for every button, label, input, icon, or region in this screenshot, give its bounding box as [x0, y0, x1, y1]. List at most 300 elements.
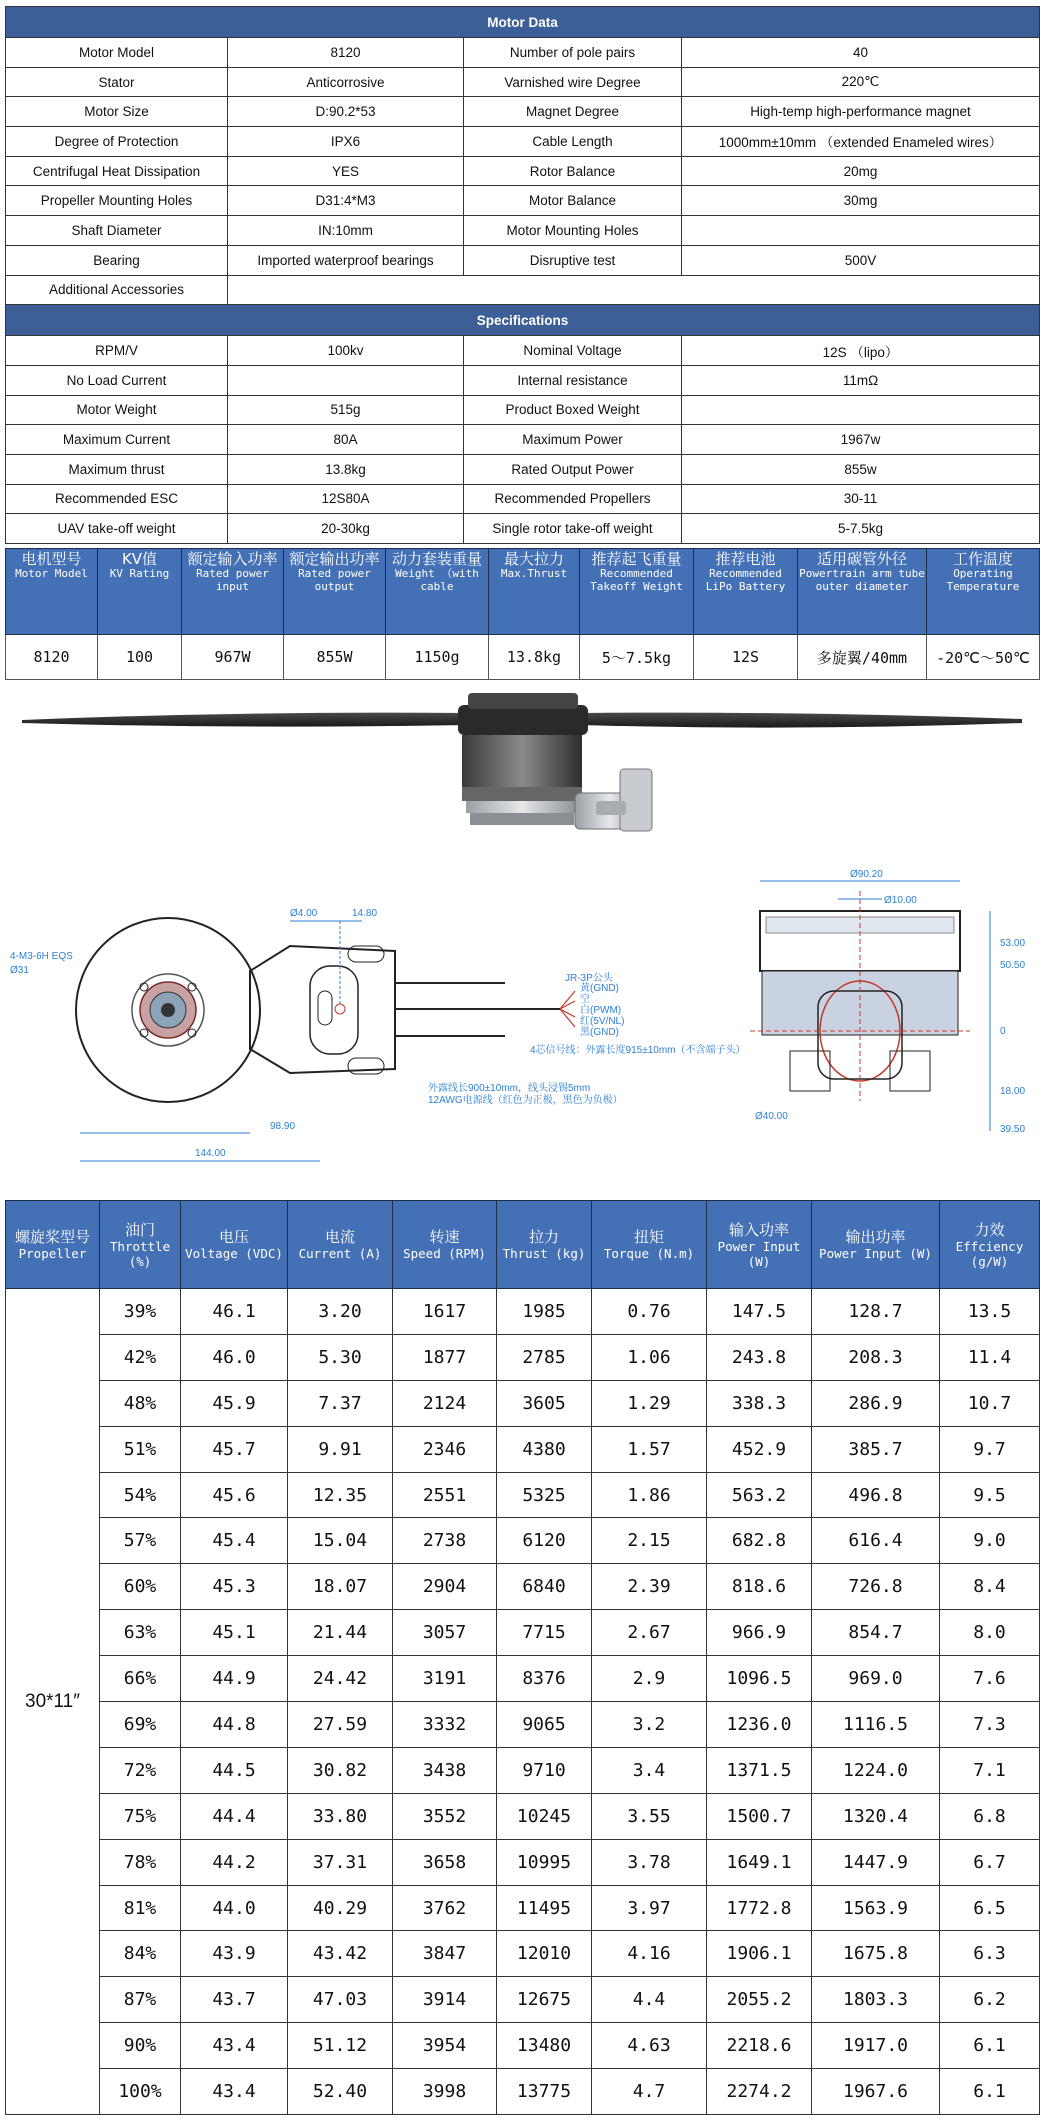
header-cn: 油门	[124, 1220, 155, 1239]
perf-cell: 43.7	[181, 1977, 288, 2023]
spec-value: 30-11	[682, 484, 1040, 514]
perf-cell: 1236.0	[707, 1702, 812, 1748]
total-length-label: 144.00	[195, 1148, 226, 1159]
header-cn: 转速	[429, 1228, 460, 1246]
spec-value: 5-7.5kg	[682, 514, 1040, 544]
spec-value	[228, 365, 464, 395]
perf-cell: 2904	[393, 1564, 497, 1610]
perf-cell: 726.8	[812, 1564, 940, 1610]
spec-label: Motor Model	[6, 38, 228, 68]
perf-cell: 3552	[393, 1793, 497, 1839]
perf-cell: 21.44	[288, 1610, 393, 1656]
perf-cell: 1967.6	[812, 2069, 940, 2115]
header-cn: 输出功率	[845, 1228, 906, 1246]
header-en: Powertrain arm tube outer diameter	[799, 567, 925, 593]
header-en: Operating Temperature	[946, 567, 1020, 593]
spec-value: 1000mm±10mm （extended Enameled wires）	[682, 127, 1040, 157]
spec-label: Maximum Current	[6, 425, 228, 455]
spec-value: 20-30kg	[228, 514, 464, 544]
perf-cell: 3332	[393, 1702, 497, 1748]
spec-row	[6, 97, 1040, 127]
summary-header	[284, 549, 386, 635]
perf-cell: 3.78	[592, 1839, 707, 1885]
spec-label: RPM/V	[6, 336, 228, 366]
summary-section	[5, 548, 1039, 680]
table-row	[6, 1426, 1040, 1472]
spec-value: D31:4*M3	[228, 186, 464, 216]
perf-cell: 11.4	[940, 1334, 1040, 1380]
perf-cell: 24.42	[288, 1656, 393, 1702]
perf-cell: 75%	[100, 1793, 181, 1839]
perf-cell: 1224.0	[812, 1747, 940, 1793]
summary-header	[6, 549, 98, 635]
perf-cell: 1906.1	[707, 1931, 812, 1977]
perf-cell: 243.8	[707, 1334, 812, 1380]
perf-cell: 40.29	[288, 1885, 393, 1931]
spec-label: UAV take-off weight	[6, 514, 228, 544]
spec-row	[6, 425, 1040, 455]
perf-cell: 37.31	[288, 1839, 393, 1885]
table-row	[6, 1289, 1040, 1335]
table-row	[6, 1931, 1040, 1977]
perf-cell: 2.67	[592, 1610, 707, 1656]
perf-cell: 1563.9	[812, 1885, 940, 1931]
perf-cell: 12010	[497, 1931, 592, 1977]
perf-cell: 44.8	[181, 1702, 288, 1748]
spec-value	[682, 216, 1040, 246]
perf-cell: 44.2	[181, 1839, 288, 1885]
specifications-title-row	[6, 305, 1040, 336]
perf-cell: 57%	[100, 1518, 181, 1564]
perf-cell: 9065	[497, 1702, 592, 1748]
perf-cell: 2551	[393, 1472, 497, 1518]
perf-cell: 13.5	[940, 1289, 1040, 1335]
spec-row	[6, 127, 1040, 157]
perf-cell: 1803.3	[812, 1977, 940, 2023]
perf-cell: 3847	[393, 1931, 497, 1977]
perf-cell: 69%	[100, 1702, 181, 1748]
perf-cell: 2055.2	[707, 1977, 812, 2023]
header-en: Motor Model	[15, 567, 88, 581]
table-row	[6, 1702, 1040, 1748]
perf-cell: 1675.8	[812, 1931, 940, 1977]
perf-header	[393, 1201, 497, 1289]
spec-row	[6, 454, 1040, 484]
summary-value: -20℃～50℃	[927, 635, 1040, 680]
perf-cell: 8376	[497, 1656, 592, 1702]
perf-cell: 3914	[393, 1977, 497, 2023]
perf-cell: 6840	[497, 1564, 592, 1610]
header-en: Current (A)	[298, 1246, 382, 1261]
table-row	[6, 1518, 1040, 1564]
body-dia-label: Ø90.20	[850, 869, 883, 880]
perf-cell: 10.7	[940, 1380, 1040, 1426]
spec-label: Shaft Diameter	[6, 216, 228, 246]
perf-cell: 6.7	[940, 1839, 1040, 1885]
header-en: Throttle (%)	[109, 1238, 171, 1269]
spec-row	[6, 67, 1040, 97]
perf-cell: 66%	[100, 1656, 181, 1702]
summary-header	[694, 549, 798, 635]
header-en: Rated power output	[298, 567, 371, 593]
table-row	[6, 2069, 1040, 2115]
perf-cell: 47.03	[288, 1977, 393, 2023]
header-en: KV Rating	[109, 567, 170, 581]
summary-value: 13.8kg	[489, 635, 580, 680]
spec-value: 20mg	[682, 156, 1040, 186]
perf-cell: 147.5	[707, 1289, 812, 1335]
spec-value: High-temp high-performance magnet	[682, 97, 1040, 127]
spec-label: Additional Accessories	[6, 275, 228, 305]
perf-cell: 43.4	[181, 2023, 288, 2069]
spec-label: Propeller Mounting Holes	[6, 186, 228, 216]
wire-5-label: 黑(GND)	[580, 1027, 619, 1038]
header-cn: 额定输入功率	[187, 550, 278, 568]
spec-value: IPX6	[228, 127, 464, 157]
perf-cell: 4.63	[592, 2023, 707, 2069]
h4-label: 18.00	[1000, 1086, 1026, 1097]
perf-cell: 46.1	[181, 1289, 288, 1335]
perf-cell: 45.1	[181, 1610, 288, 1656]
spec-label: Rotor Balance	[464, 156, 682, 186]
header-cn: 推荐电池	[715, 550, 776, 568]
wire-3-label: 白(PWM)	[580, 1005, 622, 1016]
header-en: Recommended LiPo Battery	[705, 567, 786, 593]
perf-cell: 60%	[100, 1564, 181, 1610]
performance-table	[5, 1200, 1040, 2115]
performance-section	[5, 1200, 1039, 2115]
perf-cell: 3658	[393, 1839, 497, 1885]
spec-label: Disruptive test	[464, 245, 682, 275]
perf-cell: 1116.5	[812, 1702, 940, 1748]
perf-cell: 43.9	[181, 1931, 288, 1977]
spec-label: No Load Current	[6, 365, 228, 395]
spec-row	[6, 336, 1040, 366]
perf-cell: 100%	[100, 2069, 181, 2115]
perf-cell: 1985	[497, 1289, 592, 1335]
perf-cell: 1877	[393, 1334, 497, 1380]
table-row	[6, 1977, 1040, 2023]
perf-cell: 78%	[100, 1839, 181, 1885]
spec-value: Anticorrosive	[228, 67, 464, 97]
perf-cell: 3191	[393, 1656, 497, 1702]
header-cn: 螺旋桨型号	[14, 1228, 90, 1246]
perf-cell: 616.4	[812, 1518, 940, 1564]
wire-2-label: 空	[580, 994, 590, 1005]
spec-row	[6, 395, 1040, 425]
spec-label: Motor Weight	[6, 395, 228, 425]
perf-cell: 44.5	[181, 1747, 288, 1793]
perf-cell: 2738	[393, 1518, 497, 1564]
perf-cell: 9.0	[940, 1518, 1040, 1564]
perf-cell: 854.7	[812, 1610, 940, 1656]
perf-cell: 4.7	[592, 2069, 707, 2115]
spec-value: 515g	[228, 395, 464, 425]
header-cn: 电流	[324, 1228, 355, 1246]
spec-label: Motor Size	[6, 97, 228, 127]
spec-row	[6, 514, 1040, 544]
perf-cell: 286.9	[812, 1380, 940, 1426]
header-en: Weight （with cable	[395, 567, 479, 593]
perf-cell: 46.0	[181, 1334, 288, 1380]
perf-header	[707, 1201, 812, 1289]
spec-label: Magnet Degree	[464, 97, 682, 127]
spec-value: 1967w	[682, 425, 1040, 455]
perf-cell: 45.4	[181, 1518, 288, 1564]
spec-label: Single rotor take-off weight	[464, 514, 682, 544]
summary-value: 8120	[6, 635, 98, 680]
header-en: Torque (N.m)	[603, 1246, 695, 1261]
summary-value: 100	[98, 635, 182, 680]
perf-cell: 81%	[100, 1885, 181, 1931]
perf-cell: 90%	[100, 2023, 181, 2069]
spec-label: Rated Output Power	[464, 454, 682, 484]
perf-cell: 9.91	[288, 1426, 393, 1472]
perf-cell: 45.9	[181, 1380, 288, 1426]
spec-row	[6, 156, 1040, 186]
perf-cell: 1320.4	[812, 1793, 940, 1839]
summary-value: 967W	[182, 635, 284, 680]
perf-cell: 9.5	[940, 1472, 1040, 1518]
spec-label: Degree of Protection	[6, 127, 228, 157]
perf-cell: 51%	[100, 1426, 181, 1472]
perf-cell: 7.1	[940, 1747, 1040, 1793]
perf-cell: 2.15	[592, 1518, 707, 1564]
perf-cell: 2785	[497, 1334, 592, 1380]
perf-cell: 52.40	[288, 2069, 393, 2115]
header-en: Max.Thrust	[500, 567, 568, 581]
spec-value: IN:10mm	[228, 216, 464, 246]
perf-cell: 54%	[100, 1472, 181, 1518]
spec-row	[6, 275, 1040, 305]
perf-cell: 6120	[497, 1518, 592, 1564]
perf-cell: 5325	[497, 1472, 592, 1518]
perf-cell: 3.55	[592, 1793, 707, 1839]
spec-row	[6, 38, 1040, 68]
table-row	[6, 1839, 1040, 1885]
spec-value: 80A	[228, 425, 464, 455]
tube-dia-label: Ø40.00	[755, 1111, 788, 1122]
motor-data-title-row	[6, 7, 1040, 38]
perf-cell: 3057	[393, 1610, 497, 1656]
header-cn: 最大拉力	[503, 550, 564, 568]
bolt-label: 4-M3-6H EQS	[10, 951, 73, 962]
perf-cell: 15.04	[288, 1518, 393, 1564]
arm-length-label: 98.90	[270, 1121, 296, 1132]
perf-cell: 3.20	[288, 1289, 393, 1335]
perf-cell: 496.8	[812, 1472, 940, 1518]
table-row	[6, 1610, 1040, 1656]
propeller-cell: 30*11″	[6, 1289, 100, 2115]
spec-value	[228, 275, 1040, 305]
perf-cell: 2.39	[592, 1564, 707, 1610]
spec-value: 855w	[682, 454, 1040, 484]
perf-cell: 51.12	[288, 2023, 393, 2069]
perf-cell: 2274.2	[707, 2069, 812, 2115]
perf-cell: 10245	[497, 1793, 592, 1839]
perf-cell: 13775	[497, 2069, 592, 2115]
header-cn: KV值	[121, 550, 158, 568]
summary-header	[182, 549, 284, 635]
perf-cell: 45.3	[181, 1564, 288, 1610]
perf-cell: 7.3	[940, 1702, 1040, 1748]
spec-label: Cable Length	[464, 127, 682, 157]
perf-cell: 42%	[100, 1334, 181, 1380]
shaft-dia-label: Ø10.00	[884, 895, 917, 906]
header-en: Power Input (W)	[717, 1238, 801, 1269]
header-en: Effciency (g/W)	[955, 1238, 1024, 1269]
perf-cell: 6.8	[940, 1793, 1040, 1839]
perf-cell: 1447.9	[812, 1839, 940, 1885]
perf-cell: 563.2	[707, 1472, 812, 1518]
header-en: Voltage (VDC)	[185, 1246, 283, 1261]
perf-header	[6, 1201, 100, 1289]
perf-cell: 8.0	[940, 1610, 1040, 1656]
summary-header	[580, 549, 694, 635]
perf-cell: 3954	[393, 2023, 497, 2069]
summary-value: 12S	[694, 635, 798, 680]
perf-cell: 3.97	[592, 1885, 707, 1931]
perf-cell: 1772.8	[707, 1885, 812, 1931]
specifications-title: Specifications	[6, 305, 1040, 336]
spec-label: Product Boxed Weight	[464, 395, 682, 425]
perf-cell: 44.9	[181, 1656, 288, 1702]
perf-cell: 1.06	[592, 1334, 707, 1380]
spec-label: Motor Mounting Holes	[464, 216, 682, 246]
perf-header	[181, 1201, 288, 1289]
table-row	[6, 1885, 1040, 1931]
perf-cell: 4380	[497, 1426, 592, 1472]
perf-cell: 6.5	[940, 1885, 1040, 1931]
h2-label: 50.50	[1000, 960, 1026, 971]
perf-cell: 12.35	[288, 1472, 393, 1518]
spec-value: 40	[682, 38, 1040, 68]
plug-label: JR-3P公头	[565, 973, 613, 984]
perf-cell: 966.9	[707, 1610, 812, 1656]
power-note-1: 外露线长900±10mm，线头浸锡5mm	[428, 1083, 591, 1094]
motor-data-title: Motor Data	[6, 7, 1040, 38]
perf-cell: 2218.6	[707, 2023, 812, 2069]
perf-cell: 3438	[393, 1747, 497, 1793]
perf-cell: 45.6	[181, 1472, 288, 1518]
perf-cell: 3605	[497, 1380, 592, 1426]
summary-header	[927, 549, 1040, 635]
spec-row	[6, 484, 1040, 514]
perf-cell: 2124	[393, 1380, 497, 1426]
perf-cell: 10995	[497, 1839, 592, 1885]
motor-photo	[0, 683, 1044, 851]
spec-value: Imported waterproof bearings	[228, 245, 464, 275]
spec-label: Recommended Propellers	[464, 484, 682, 514]
signal-note: 4芯信号线：外露长度915±10mm（不含端子头）	[530, 1045, 746, 1056]
perf-cell: 969.0	[812, 1656, 940, 1702]
spec-value: 8120	[228, 38, 464, 68]
header-en: Power Input (W)	[819, 1246, 932, 1261]
spec-value: 13.8kg	[228, 454, 464, 484]
perf-cell: 39%	[100, 1289, 181, 1335]
header-en: Speed (RPM)	[403, 1246, 486, 1261]
perf-cell: 6.3	[940, 1931, 1040, 1977]
spec-value: 12S （lipo）	[682, 336, 1040, 366]
perf-cell: 1.86	[592, 1472, 707, 1518]
perf-cell: 11495	[497, 1885, 592, 1931]
perf-cell: 44.0	[181, 1885, 288, 1931]
header-cn: 推荐起飞重量	[591, 550, 682, 568]
header-en: Propeller	[18, 1246, 87, 1261]
h5-label: 39.50	[1000, 1124, 1026, 1135]
tab-width-label: 14.80	[352, 908, 378, 919]
perf-cell: 7.37	[288, 1380, 393, 1426]
bolt-circle-label: Ø31	[10, 965, 29, 976]
perf-cell: 3.2	[592, 1702, 707, 1748]
header-cn: 额定输出功率	[289, 550, 380, 568]
perf-cell: 9.7	[940, 1426, 1040, 1472]
perf-cell: 48%	[100, 1380, 181, 1426]
perf-header	[100, 1201, 181, 1289]
perf-cell: 13480	[497, 2023, 592, 2069]
perf-cell: 63%	[100, 1610, 181, 1656]
perf-cell: 4.16	[592, 1931, 707, 1977]
spec-value: 11mΩ	[682, 365, 1040, 395]
perf-cell: 33.80	[288, 1793, 393, 1839]
perf-cell: 818.6	[707, 1564, 812, 1610]
perf-cell: 6.1	[940, 2023, 1040, 2069]
perf-cell: 1649.1	[707, 1839, 812, 1885]
spec-value: 100kv	[228, 336, 464, 366]
perf-cell: 6.1	[940, 2069, 1040, 2115]
table-row	[6, 1334, 1040, 1380]
spec-label: Recommended ESC	[6, 484, 228, 514]
perf-cell: 682.8	[707, 1518, 812, 1564]
spec-label: Nominal Voltage	[464, 336, 682, 366]
perf-header	[288, 1201, 393, 1289]
perf-cell: 0.76	[592, 1289, 707, 1335]
spec-row	[6, 245, 1040, 275]
spec-sheet	[5, 6, 1039, 544]
spec-value: 30mg	[682, 186, 1040, 216]
spec-value: YES	[228, 156, 464, 186]
technical-drawing	[0, 851, 1044, 1195]
spec-value: D:90.2*53	[228, 97, 464, 127]
perf-cell: 7.6	[940, 1656, 1040, 1702]
spec-label: Varnished wire Degree	[464, 67, 682, 97]
table-row	[6, 1564, 1040, 1610]
summary-value: 5～7.5kg	[580, 635, 694, 680]
table-row	[6, 1656, 1040, 1702]
perf-header	[940, 1201, 1040, 1289]
perf-cell: 3.4	[592, 1747, 707, 1793]
spec-value: 12S80A	[228, 484, 464, 514]
perf-cell: 1371.5	[707, 1747, 812, 1793]
summary-value: 855W	[284, 635, 386, 680]
header-cn: 适用碳管外径	[816, 550, 907, 568]
perf-cell: 6.2	[940, 1977, 1040, 2023]
header-cn: 力效	[974, 1220, 1005, 1239]
perf-cell: 84%	[100, 1931, 181, 1977]
perf-cell: 45.7	[181, 1426, 288, 1472]
header-cn: 电机型号	[21, 550, 82, 568]
perf-cell: 5.30	[288, 1334, 393, 1380]
perf-cell: 30.82	[288, 1747, 393, 1793]
table-row	[6, 1747, 1040, 1793]
perf-cell: 27.59	[288, 1702, 393, 1748]
summary-table	[5, 548, 1040, 680]
perf-cell: 12675	[497, 1977, 592, 2023]
spec-value: 220℃	[682, 67, 1040, 97]
spec-row	[6, 216, 1040, 246]
spec-row	[6, 365, 1040, 395]
perf-cell: 3998	[393, 2069, 497, 2115]
